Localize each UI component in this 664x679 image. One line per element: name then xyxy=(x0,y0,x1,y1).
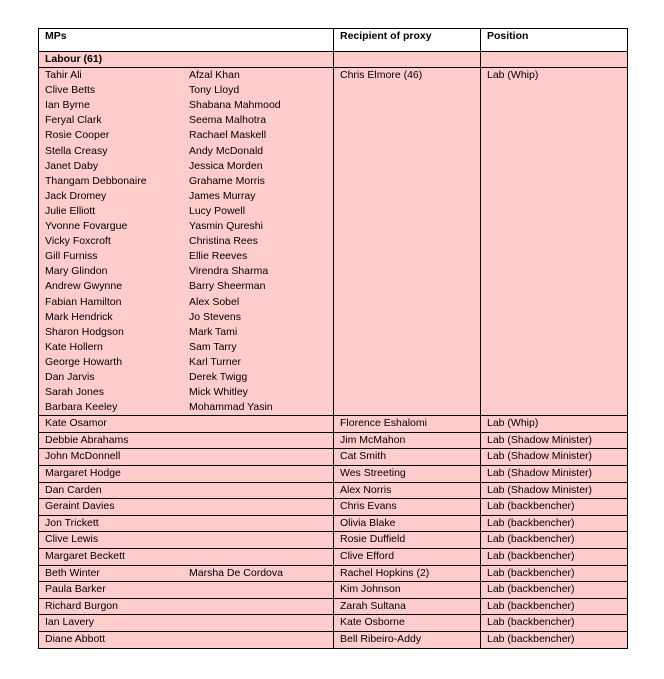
proxy-votes-table xyxy=(38,28,628,649)
position-cell: Lab (backbencher) xyxy=(481,532,628,549)
mp-name-grid xyxy=(45,68,327,415)
mp-name: Sam Tarry xyxy=(189,340,237,353)
table-row xyxy=(39,515,628,532)
section-title: Labour (61) xyxy=(39,52,334,68)
mp-name-secondary: Marsha De Cordova xyxy=(189,566,283,579)
table-row xyxy=(39,598,628,615)
mp-name: Rachael Maskell xyxy=(189,129,267,142)
mp-cell xyxy=(39,482,334,499)
table-row xyxy=(39,565,628,582)
table-row xyxy=(39,499,628,516)
mp-name: Alex Sobel xyxy=(189,295,240,308)
mp-name: Richard Burgon xyxy=(45,599,118,612)
position-cell: Lab (Shadow Minister) xyxy=(481,466,628,483)
mp-name: Beth Winter xyxy=(45,566,100,579)
mp-name: Janet Daby xyxy=(45,159,99,172)
recipient-cell: Chris Evans xyxy=(334,499,481,516)
mp-name: Rosie Cooper xyxy=(45,129,110,142)
mp-name: Ellie Reeves xyxy=(189,250,248,263)
recipient-cell: Rosie Duffield xyxy=(334,532,481,549)
recipient-cell: Clive Efford xyxy=(334,549,481,566)
position-cell: Lab (backbencher) xyxy=(481,631,628,648)
position-cell: Lab (Shadow Minister) xyxy=(481,482,628,499)
position-cell: Lab (backbencher) xyxy=(481,549,628,566)
mp-name: Lucy Powell xyxy=(189,204,246,217)
mp-cell xyxy=(39,615,334,632)
mp-name: Tahir Ali xyxy=(45,69,82,82)
position-cell: Lab (Shadow Minister) xyxy=(481,449,628,466)
section-row xyxy=(39,52,628,68)
header-position: Position xyxy=(481,29,628,52)
table-row xyxy=(39,631,628,648)
recipient-cell: Kim Johnson xyxy=(334,582,481,599)
table-row xyxy=(39,466,628,483)
mp-name: Yvonne Fovargue xyxy=(45,220,128,233)
mp-name: Fabian Hamilton xyxy=(45,295,122,308)
mp-name: Margaret Hodge xyxy=(45,467,121,480)
table-row xyxy=(39,549,628,566)
mp-name: James Murray xyxy=(189,189,256,202)
mp-name: Mick Whitley xyxy=(189,386,248,399)
table-row xyxy=(39,449,628,466)
mp-name: Margaret Beckett xyxy=(45,550,125,562)
mp-name: Geraint Davies xyxy=(45,500,115,513)
mp-name: Jo Stevens xyxy=(189,310,241,323)
mp-name: Stella Creasy xyxy=(45,144,108,157)
mp-name: John McDonnell xyxy=(45,450,121,463)
mp-cell xyxy=(39,532,334,549)
mp-cell xyxy=(39,582,334,599)
mp-name: Grahame Morris xyxy=(189,174,265,187)
section-empty-position xyxy=(481,52,628,68)
table-row xyxy=(39,432,628,449)
mp-name: Dan Jarvis xyxy=(45,370,95,383)
mp-name: Mary Glindon xyxy=(45,265,108,278)
mp-name: Feryal Clark xyxy=(45,114,102,127)
mp-cell xyxy=(39,549,334,566)
mp-name: Christina Rees xyxy=(189,235,258,248)
mp-name: Andy McDonald xyxy=(189,144,264,157)
mp-name: Shabana Mahmood xyxy=(189,99,281,112)
recipient-cell: Olivia Blake xyxy=(334,515,481,532)
group-mps-cell xyxy=(39,68,334,416)
mp-name: Tony Lloyd xyxy=(189,84,240,97)
position-cell: Lab (Whip) xyxy=(481,416,628,433)
mp-name: Diane Abbott xyxy=(45,632,106,645)
table-row xyxy=(39,615,628,632)
position-cell: Lab (backbencher) xyxy=(481,565,628,582)
header-row xyxy=(39,29,628,52)
recipient-cell: Rachel Hopkins (2) xyxy=(334,565,481,582)
mp-cell xyxy=(39,499,334,516)
mp-name: Clive Lewis xyxy=(45,533,99,546)
mp-name: Virendra Sharma xyxy=(189,265,269,278)
mp-name: Sharon Hodgson xyxy=(45,325,124,338)
mp-name: Mohammad Yasin xyxy=(189,401,273,414)
mp-name: Gill Furniss xyxy=(45,250,98,263)
recipient-cell: Kate Osborne xyxy=(334,615,481,632)
position-cell: Lab (backbencher) xyxy=(481,515,628,532)
mp-name: Jon Trickett xyxy=(45,516,99,529)
mp-name: Ian Byrne xyxy=(45,99,90,112)
table-row xyxy=(39,416,628,433)
mp-name: Afzal Khan xyxy=(189,69,240,82)
recipient-cell: Wes Streeting xyxy=(334,466,481,483)
section-empty-recipient xyxy=(334,52,481,68)
position-cell: Lab (backbencher) xyxy=(481,499,628,516)
recipient-cell: Cat Smith xyxy=(334,449,481,466)
position-cell: Lab (backbencher) xyxy=(481,615,628,632)
header-mps: MPs xyxy=(39,29,334,52)
position-cell: Lab (backbencher) xyxy=(481,598,628,615)
table-row xyxy=(39,532,628,549)
recipient-cell: Alex Norris xyxy=(334,482,481,499)
group-position: Lab (Whip) xyxy=(481,68,628,416)
mp-name: Barbara Keeley xyxy=(45,401,118,414)
mp-name: Barry Sheerman xyxy=(189,280,266,293)
mp-name: Mark Tami xyxy=(189,325,238,338)
mp-name: Vicky Foxcroft xyxy=(45,235,111,248)
mp-name: Sarah Jones xyxy=(45,386,104,399)
table-row xyxy=(39,482,628,499)
header-recipient: Recipient of proxy xyxy=(334,29,481,52)
recipient-cell: Bell Ribeiro-Addy xyxy=(334,631,481,648)
table-row xyxy=(39,582,628,599)
mp-name: Julie Elliott xyxy=(45,204,96,217)
recipient-cell: Zarah Sultana xyxy=(334,598,481,615)
mp-name: Jack Dromey xyxy=(45,189,107,202)
mp-cell xyxy=(39,416,334,433)
mp-name: Debbie Abrahams xyxy=(45,433,129,446)
mp-name: Ian Lavery xyxy=(45,616,95,629)
recipient-cell: Florence Eshalomi xyxy=(334,416,481,433)
mp-name: Andrew Gwynne xyxy=(45,280,123,293)
mp-name: Seema Malhotra xyxy=(189,114,267,127)
mp-name: Jessica Morden xyxy=(189,159,263,172)
mp-cell xyxy=(39,565,334,582)
mp-name: Dan Carden xyxy=(45,483,102,496)
mp-name: Yasmin Qureshi xyxy=(189,220,263,233)
mp-cell xyxy=(39,432,334,449)
mp-cell xyxy=(39,449,334,466)
position-cell: Lab (Shadow Minister) xyxy=(481,432,628,449)
mp-cell xyxy=(39,598,334,615)
mp-cell xyxy=(39,631,334,648)
mp-name: Derek Twigg xyxy=(189,370,248,383)
mp-name: Thangam Debbonaire xyxy=(45,174,147,187)
mp-name: Karl Turner xyxy=(189,355,241,368)
mp-name: George Howarth xyxy=(45,355,123,368)
mp-name: Kate Hollern xyxy=(45,340,103,353)
mp-cell xyxy=(39,466,334,483)
mp-cell xyxy=(39,515,334,532)
group-recipient: Chris Elmore (46) xyxy=(334,68,481,416)
mp-name: Mark Hendrick xyxy=(45,310,113,323)
mp-name: Clive Betts xyxy=(45,84,96,97)
mp-name: Kate Osamor xyxy=(45,417,107,430)
mp-name: Paula Barker xyxy=(45,583,106,596)
position-cell: Lab (backbencher) xyxy=(481,582,628,599)
recipient-cell: Jim McMahon xyxy=(334,432,481,449)
group-row xyxy=(39,68,628,416)
